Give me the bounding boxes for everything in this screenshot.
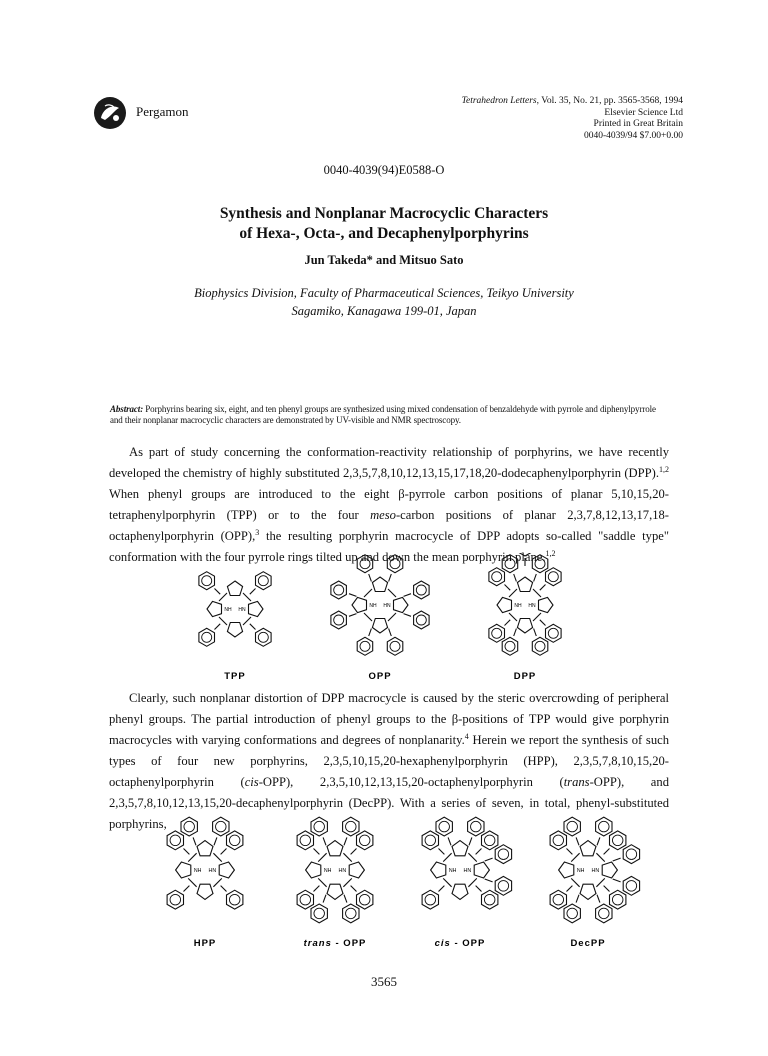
- structure-dpp: [489, 553, 561, 655]
- phenyl-aromatic: [492, 628, 502, 638]
- phenyl-bond: [215, 624, 221, 630]
- phenyl-aromatic: [300, 835, 311, 846]
- phenyl-ring: [610, 890, 626, 909]
- phenyl-bond: [344, 895, 347, 903]
- phenyl-bond: [604, 886, 610, 892]
- figure-label-cis-opp: [435, 938, 486, 949]
- phenyl-aromatic: [334, 585, 344, 595]
- ref-superscript: 1,2: [659, 464, 669, 474]
- phenyl-bond: [448, 837, 451, 845]
- phenyl-bond: [351, 886, 357, 892]
- pyrrole-ring: [539, 597, 554, 612]
- phenyl-aromatic: [535, 559, 545, 569]
- affiliation-line-1: Biophysics Division, Faculty of Pharmaceutical Sciences, Teikyo University: [194, 286, 574, 300]
- publisher-logo: [93, 96, 127, 130]
- pyrrole-ring: [306, 862, 321, 878]
- pyrrole-ring: [327, 884, 343, 899]
- phenyl-aromatic: [184, 821, 195, 832]
- pyrrole-ring: [394, 597, 409, 612]
- phenyl-bond: [369, 629, 372, 637]
- pyrrole-ring: [372, 577, 387, 592]
- phenyl-aromatic: [425, 894, 436, 905]
- phenyl-bond: [540, 620, 546, 626]
- phenyl-aromatic: [229, 835, 240, 846]
- phenyl-aromatic: [548, 628, 558, 638]
- phenyl-aromatic: [439, 821, 450, 832]
- para1-text-d: the resulting porphyrin macrocycle of DPP adopts so-called "saddle type" conformation with the four pyrrole rings tilted up and down the mean porphyrin plane.: [109, 529, 669, 564]
- phenyl-bond: [323, 895, 326, 903]
- phenyl-ring: [517, 553, 533, 556]
- phenyl-aromatic: [599, 821, 610, 832]
- pyrrole-ring: [372, 619, 387, 634]
- phenyl-bond: [221, 849, 227, 855]
- hn-label: HN: [383, 603, 391, 609]
- nh-label: NH: [576, 868, 585, 875]
- label-trans-rest: - OPP: [331, 938, 367, 949]
- structure-hpp: [167, 817, 243, 909]
- phenyl-bond: [505, 620, 511, 626]
- phenyl-ring: [256, 572, 272, 590]
- phenyl-aromatic: [612, 835, 623, 846]
- phenyl-ring: [546, 624, 562, 642]
- pyrrole-ring: [176, 862, 191, 878]
- authors: Jun Takeda* and Mitsuo Sato: [304, 253, 464, 267]
- phenyl-bond: [576, 837, 579, 845]
- phenyl-aromatic: [553, 894, 564, 905]
- phenyl-aromatic: [314, 821, 325, 832]
- nh-label: NH: [193, 868, 202, 875]
- phenyl-bond: [576, 895, 579, 903]
- hn-label: HN: [338, 868, 347, 875]
- phenyl-bond: [567, 849, 573, 855]
- phenyl-aromatic: [390, 559, 400, 569]
- hn-label: HN: [591, 868, 600, 875]
- figure-1-structures: [190, 553, 600, 681]
- pyrrole-ring: [497, 597, 512, 612]
- phenyl-ring: [550, 890, 566, 909]
- pyrrole-ring: [559, 862, 574, 878]
- copyright: Elsevier Science Ltd: [604, 107, 683, 118]
- phenyl-ring: [564, 817, 580, 836]
- journal-details: , Vol. 35, No. 21, pp. 3565-3568, 1994: [536, 96, 683, 106]
- phenyl-bond: [597, 837, 600, 845]
- pyrrole-ring: [517, 577, 532, 592]
- ref-superscript: 1,2: [545, 548, 556, 558]
- publisher-name: Pergamon: [136, 104, 189, 119]
- label-trans-italic: trans: [303, 938, 332, 949]
- phenyl-bond: [389, 629, 392, 637]
- pyrrole-ring: [602, 862, 617, 878]
- para2-text-b: Herein we report the synthesis of such types of four new porphyrins, 2,3,5,10,15,20-hexaphenylporphyrin (HPP), 2,3,5,7,8,10,15,20-octaphenylporphyrin (: [109, 733, 669, 789]
- phenyl-bond: [567, 886, 573, 892]
- phenyl-bond: [613, 879, 621, 882]
- phenyl-bond: [389, 574, 392, 582]
- figure-label-hpp: HPP: [193, 938, 217, 949]
- phenyl-bond: [534, 629, 537, 637]
- phenyl-bond: [404, 614, 412, 617]
- pyrrole-ring: [580, 884, 596, 899]
- nh-label: NH: [514, 603, 522, 609]
- phenyl-bond: [349, 614, 357, 617]
- figure-label-decpp: DecPP: [570, 938, 606, 949]
- phenyl-bond: [250, 624, 256, 630]
- phenyl-aromatic: [346, 821, 357, 832]
- phenyl-ring: [181, 817, 197, 836]
- pyrrole-ring: [431, 862, 446, 878]
- phenyl-ring: [495, 876, 511, 895]
- phenyl-aromatic: [416, 615, 426, 625]
- phenyl-ring: [564, 904, 580, 923]
- phenyl-bond: [349, 594, 357, 597]
- phenyl-aromatic: [258, 632, 268, 642]
- phenyl-bond: [469, 837, 472, 845]
- phenyl-ring: [495, 845, 511, 864]
- structure-opp: [331, 555, 429, 656]
- phenyl-ring: [167, 831, 183, 850]
- label-cis-rest: - OPP: [450, 938, 486, 949]
- abstract-label: Abstract:: [110, 404, 144, 414]
- phenyl-ring: [297, 831, 313, 850]
- phenyl-aromatic: [300, 894, 311, 905]
- phenyl-aromatic: [505, 559, 515, 569]
- structure-decpp: [550, 817, 640, 923]
- phenyl-aromatic: [425, 835, 436, 846]
- phenyl-aromatic: [471, 821, 482, 832]
- hn-label: HN: [463, 868, 472, 875]
- phenyl-aromatic: [258, 576, 268, 586]
- phenyl-bond: [314, 886, 320, 892]
- phenyl-bond: [485, 879, 493, 882]
- phenyl-aromatic: [346, 908, 357, 919]
- phenyl-aromatic: [498, 849, 509, 860]
- phenyl-aromatic: [599, 908, 610, 919]
- phenyl-bond: [514, 629, 517, 637]
- phenyl-bond: [476, 886, 482, 892]
- phenyl-aromatic: [170, 835, 181, 846]
- para2-text-a: Clearly, such nonplanar distortion of DPP macrocycle is caused by the steric overcrowding of peripheral phenyl groups. The partial introduction of phenyl groups to the β-positions of TPP would give porphyrin macrocycles with varying conformations and degrees of nonplanarity.: [109, 691, 669, 747]
- phenyl-bond: [439, 886, 445, 892]
- pyrrole-ring: [452, 884, 468, 899]
- phenyl-ring: [550, 831, 566, 850]
- hn-label: HN: [528, 603, 536, 609]
- phenyl-aromatic: [314, 908, 325, 919]
- phenyl-bond: [250, 589, 256, 595]
- phenyl-bond: [604, 849, 610, 855]
- figure-label-dpp: DPP: [513, 671, 537, 681]
- pyrrole-ring: [580, 841, 596, 856]
- ref-superscript: 4: [464, 731, 469, 741]
- para1-text-c: -carbon positions of planar 2,3,7,8,12,13,17,18-octaphenylporphyrin (OPP),: [109, 508, 670, 543]
- phenyl-bond: [221, 886, 227, 892]
- phenyl-bond: [369, 574, 372, 582]
- title-line-1: Synthesis and Nonplanar Macrocyclic Characters: [219, 205, 549, 222]
- structure-cis-opp: [422, 817, 512, 909]
- phenyl-bond: [476, 849, 482, 855]
- affiliation: [0, 284, 768, 320]
- figure-label-opp: OPP: [368, 671, 392, 681]
- phenyl-aromatic: [359, 894, 370, 905]
- paragraph-1: [109, 442, 669, 568]
- phenyl-ring: [482, 890, 498, 909]
- phenyl-bond: [184, 849, 190, 855]
- phenyl-ring: [357, 890, 373, 909]
- phenyl-bond: [314, 849, 320, 855]
- phenyl-aromatic: [484, 894, 495, 905]
- pyrrole-ring: [517, 619, 532, 634]
- pyrrole-ring: [474, 862, 489, 878]
- para2-text-d: -OPP), and 2,3,5,7,8,10,12,13,15,20-decaphenylporphyrin (DecPP). With a series of seven, in total, phenyl-substituted porphyrins,: [109, 775, 669, 831]
- phenyl-ring: [422, 890, 438, 909]
- label-cis-italic: cis: [434, 938, 451, 949]
- phenyl-ring: [596, 904, 612, 923]
- phenyl-ring: [468, 817, 484, 836]
- phenyl-aromatic: [216, 821, 227, 832]
- phenyl-bond: [613, 858, 621, 861]
- phenyl-aromatic: [484, 835, 495, 846]
- phenyl-bond: [344, 837, 347, 845]
- phenyl-bond: [214, 837, 217, 845]
- phenyl-aromatic: [202, 632, 212, 642]
- phenyl-bond: [215, 589, 221, 595]
- pyrrole-ring: [207, 601, 222, 616]
- phenyl-aromatic: [498, 881, 509, 892]
- phenyl-ring: [623, 845, 639, 864]
- phenyl-bond: [597, 895, 600, 903]
- hn-label: HN: [208, 868, 217, 875]
- phenyl-ring: [610, 831, 626, 850]
- pyrrole-ring: [197, 884, 213, 899]
- paper-title: [0, 204, 768, 244]
- pyrrole-ring: [197, 841, 213, 856]
- nh-label: NH: [323, 868, 332, 875]
- journal-name: Tetrahedron Letters: [461, 96, 537, 106]
- phenyl-bond: [540, 585, 546, 591]
- phenyl-aromatic: [202, 576, 212, 586]
- nh-label: NH: [224, 607, 232, 613]
- phenyl-bond: [439, 849, 445, 855]
- phenyl-bond: [184, 886, 190, 892]
- phenyl-ring: [213, 817, 229, 836]
- phenyl-ring: [623, 876, 639, 895]
- abstract-text: Porphyrins bearing six, eight, and ten phenyl groups are synthesized using mixed condensation of benzaldehyde with pyrrole and diphenylpyrrole and their nonplanar macrocyclic characters are demonstrated by UV-visible and NMR spectroscopy.: [110, 404, 656, 425]
- nh-label: NH: [448, 868, 457, 875]
- para2-trans: trans: [563, 775, 590, 789]
- pyrrole-ring: [452, 841, 468, 856]
- phenyl-ring: [199, 628, 215, 646]
- phenyl-ring: [227, 890, 243, 909]
- phenyl-ring: [357, 831, 373, 850]
- issn-price: 0040-4039/94 $7.00+0.00: [583, 130, 683, 141]
- phenyl-bond: [505, 585, 511, 591]
- pyrrole-ring: [219, 862, 234, 878]
- phenyl-ring: [297, 890, 313, 909]
- phenyl-bond: [351, 849, 357, 855]
- phenyl-aromatic: [334, 615, 344, 625]
- pyrrole-ring: [349, 862, 364, 878]
- pyrrole-ring: [227, 623, 242, 638]
- phenyl-ring: [482, 831, 498, 850]
- para2-text-c: -OPP), 2,3,5,10,12,13,15,20-octaphenylporphyrin (: [258, 775, 564, 789]
- phenyl-aromatic: [548, 572, 558, 582]
- figure-label-tpp: TPP: [224, 671, 246, 681]
- phenyl-aromatic: [505, 641, 515, 651]
- pyrrole-ring: [352, 597, 367, 612]
- phenyl-ring: [227, 831, 243, 850]
- phenyl-aromatic: [360, 559, 370, 569]
- phenyl-aromatic: [360, 641, 370, 651]
- phenyl-bond: [193, 837, 196, 845]
- figure-2-structures: [140, 812, 660, 950]
- phenyl-aromatic: [553, 835, 564, 846]
- phenyl-bond: [323, 837, 326, 845]
- phenyl-ring: [489, 624, 505, 642]
- affiliation-line-2: Sagamiko, Kanagawa 199-01, Japan: [291, 304, 477, 318]
- phenyl-bond: [514, 574, 517, 582]
- phenyl-aromatic: [626, 881, 637, 892]
- doi: 0040-4039(94)E0588-O: [323, 163, 445, 177]
- phenyl-ring: [343, 904, 359, 923]
- title-line-2: of Hexa-, Octa-, and Decaphenylporphyrins: [239, 225, 529, 242]
- phenyl-aromatic: [390, 641, 400, 651]
- phenyl-aromatic: [626, 849, 637, 860]
- phenyl-ring: [311, 904, 327, 923]
- phenyl-aromatic: [229, 894, 240, 905]
- phenyl-bond: [534, 574, 537, 582]
- para1-text-a: As part of study concerning the conformation-reactivity relationship of porphyrins, we have recently developed the chemistry of highly substituted 2,3,5,7,8,10,12,13,15,17,18,20-dodecaphenylporphyrin (DPP).: [109, 445, 669, 480]
- hn-label: HN: [238, 607, 246, 613]
- phenyl-bond: [404, 594, 412, 597]
- para1-text-b: When phenyl groups are introduced to the eight β-pyrrole carbon positions of planar 5,10,15,20-tetraphenylporphyrin (TPP) or to the four: [109, 487, 669, 522]
- phenyl-aromatic: [170, 894, 181, 905]
- page-number: 3565: [371, 974, 397, 989]
- pyrrole-ring: [327, 841, 343, 856]
- phenyl-ring: [546, 568, 562, 586]
- structure-trans-opp: [297, 817, 373, 923]
- phenyl-aromatic: [416, 585, 426, 595]
- phenyl-aromatic: [535, 641, 545, 651]
- journal-line: [462, 96, 683, 108]
- para1-meso: meso: [370, 508, 396, 522]
- phenyl-ring: [167, 890, 183, 909]
- phenyl-ring: [489, 568, 505, 586]
- phenyl-ring: [596, 817, 612, 836]
- phenyl-bond: [485, 858, 493, 861]
- phenyl-ring: [199, 572, 215, 590]
- phenyl-aromatic: [492, 572, 502, 582]
- phenyl-ring: [256, 628, 272, 646]
- phenyl-aromatic: [359, 835, 370, 846]
- pyrrole-ring: [227, 581, 242, 596]
- phenyl-ring: [343, 817, 359, 836]
- nh-label: NH: [369, 603, 377, 609]
- phenyl-ring: [436, 817, 452, 836]
- phenyl-ring: [311, 817, 327, 836]
- figure-label-trans-opp: [304, 938, 367, 949]
- pyrrole-ring: [249, 601, 264, 616]
- abstract: [110, 404, 670, 426]
- printed-in: Printed in Great Britain: [593, 119, 683, 129]
- para2-cis: cis: [244, 775, 259, 789]
- journal-info: [462, 96, 683, 142]
- ref-superscript: 3: [255, 527, 260, 537]
- phenyl-aromatic: [567, 908, 578, 919]
- phenyl-aromatic: [567, 821, 578, 832]
- phenyl-ring: [422, 831, 438, 850]
- phenyl-aromatic: [612, 894, 623, 905]
- structure-tpp: [199, 572, 271, 647]
